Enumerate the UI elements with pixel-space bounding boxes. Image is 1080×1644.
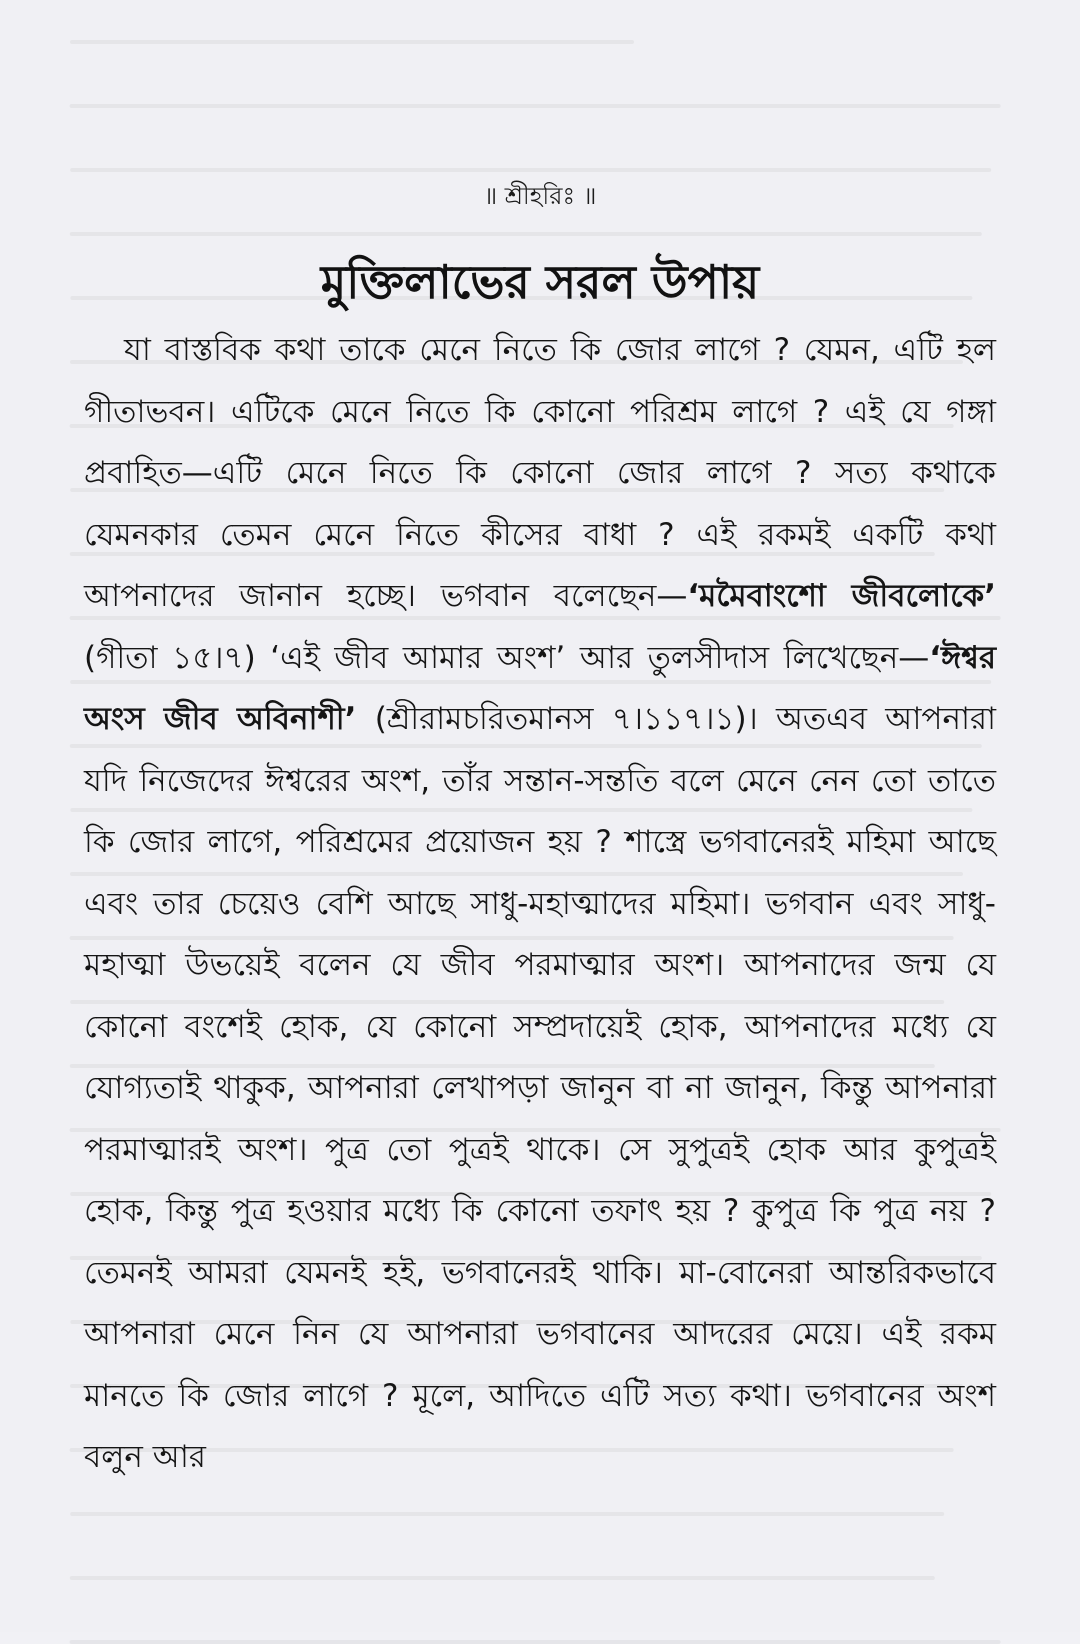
invocation-header: ॥ শ্রীহরিঃ ॥ xyxy=(483,182,597,210)
bleed-line xyxy=(70,40,634,44)
text-run: (শ্রীরামচরিতমানস ৭।১১৭।১)। অতএব আপনারা যদি নিজেদের ঈশ্বরের অংশ, তাঁর সন্তান-সন্ততি বলে মেনে নেন তো তাতে কি জোর লাগে, পরিশ্রমের প্রয়োজন হয় ? শাস্ত্রে ভগবানেরই মহিমা আছে এবং তার চেয়েও বেশি আছে সাধু-মহাত্মাদের মহিমা। ভগবান এবং সাধু-মহাত্মা উভয়েই বলেন যে জীব পরমাত্মার অংশ। আপনাদের জন্ম যে কোনো বংশেই হোক, যে কোনো সম্প্রদায়েই হোক, আপনাদের মধ্যে যে যোগ্যতাই থাকুক, আপনারা লেখাপড়া জানুন বা না জানুন, কিন্তু আপনারা পরমাত্মারই অংশ। পুত্র তো পুত্রই থাকে। সে সুপুত্রই হোক আর কুপুত্রই হোক, কিন্তু পুত্র হওয়ার মধ্যে কি কোনো তফাৎ হয় ? কুপুত্র কি পুত্র নয় ? তেমনই আমরা যেমনই হই, ভগবানেরই থাকি। মা-বোনেরা আন্তরিকভাবে আপনারা মেনে নিন যে আপনারা ভগবানের আদরের মেয়ে। এই রকম মানতে কি জোর লাগে ? মূলে, আদিতে এটি সত্য কথা। ভগবানের অংশ বলুন আর xyxy=(84,701,996,1475)
bleed-line xyxy=(70,168,991,172)
quotation-bold: ‘ঈশ্বর অংস জীব অবিনাশী’ xyxy=(84,639,996,737)
bleed-line xyxy=(70,1576,935,1580)
quotation-bold: ‘মমৈবাংশো জীবলোকে’ xyxy=(687,578,996,614)
paragraph xyxy=(84,320,996,1489)
text-run: যা বাস্তবিক কথা তাকে মেনে নিতে কি জোর লাগে ? যেমন, এটি হল গীতাভবন। এটিকে মেনে নিতে কি কোনো পরিশ্রম লাগে ? এই যে গঙ্গা প্রবাহিত—এটি মেনে নিতে কি কোনো জোর লাগে ? সত্য কথাকে যেমনকার তেমন মেনে নিতে কীসের বাধা ? এই রকমই একটি কথা আপনাদের জানান হচ্ছে। ভগবান বলেছেন— xyxy=(84,332,996,614)
chapter-title: মুক্তিলাভের সরল উপায় xyxy=(320,255,760,309)
body-text xyxy=(84,320,996,1489)
text-run: (গীতা ১৫।৭) ‘এই জীব আমার অংশ’ আর তুলসীদাস লিখেছেন— xyxy=(84,639,930,676)
bleed-line xyxy=(70,232,982,236)
bleed-line xyxy=(70,1512,944,1516)
bleed-line xyxy=(70,104,1001,108)
bleed-line xyxy=(70,1640,1001,1644)
